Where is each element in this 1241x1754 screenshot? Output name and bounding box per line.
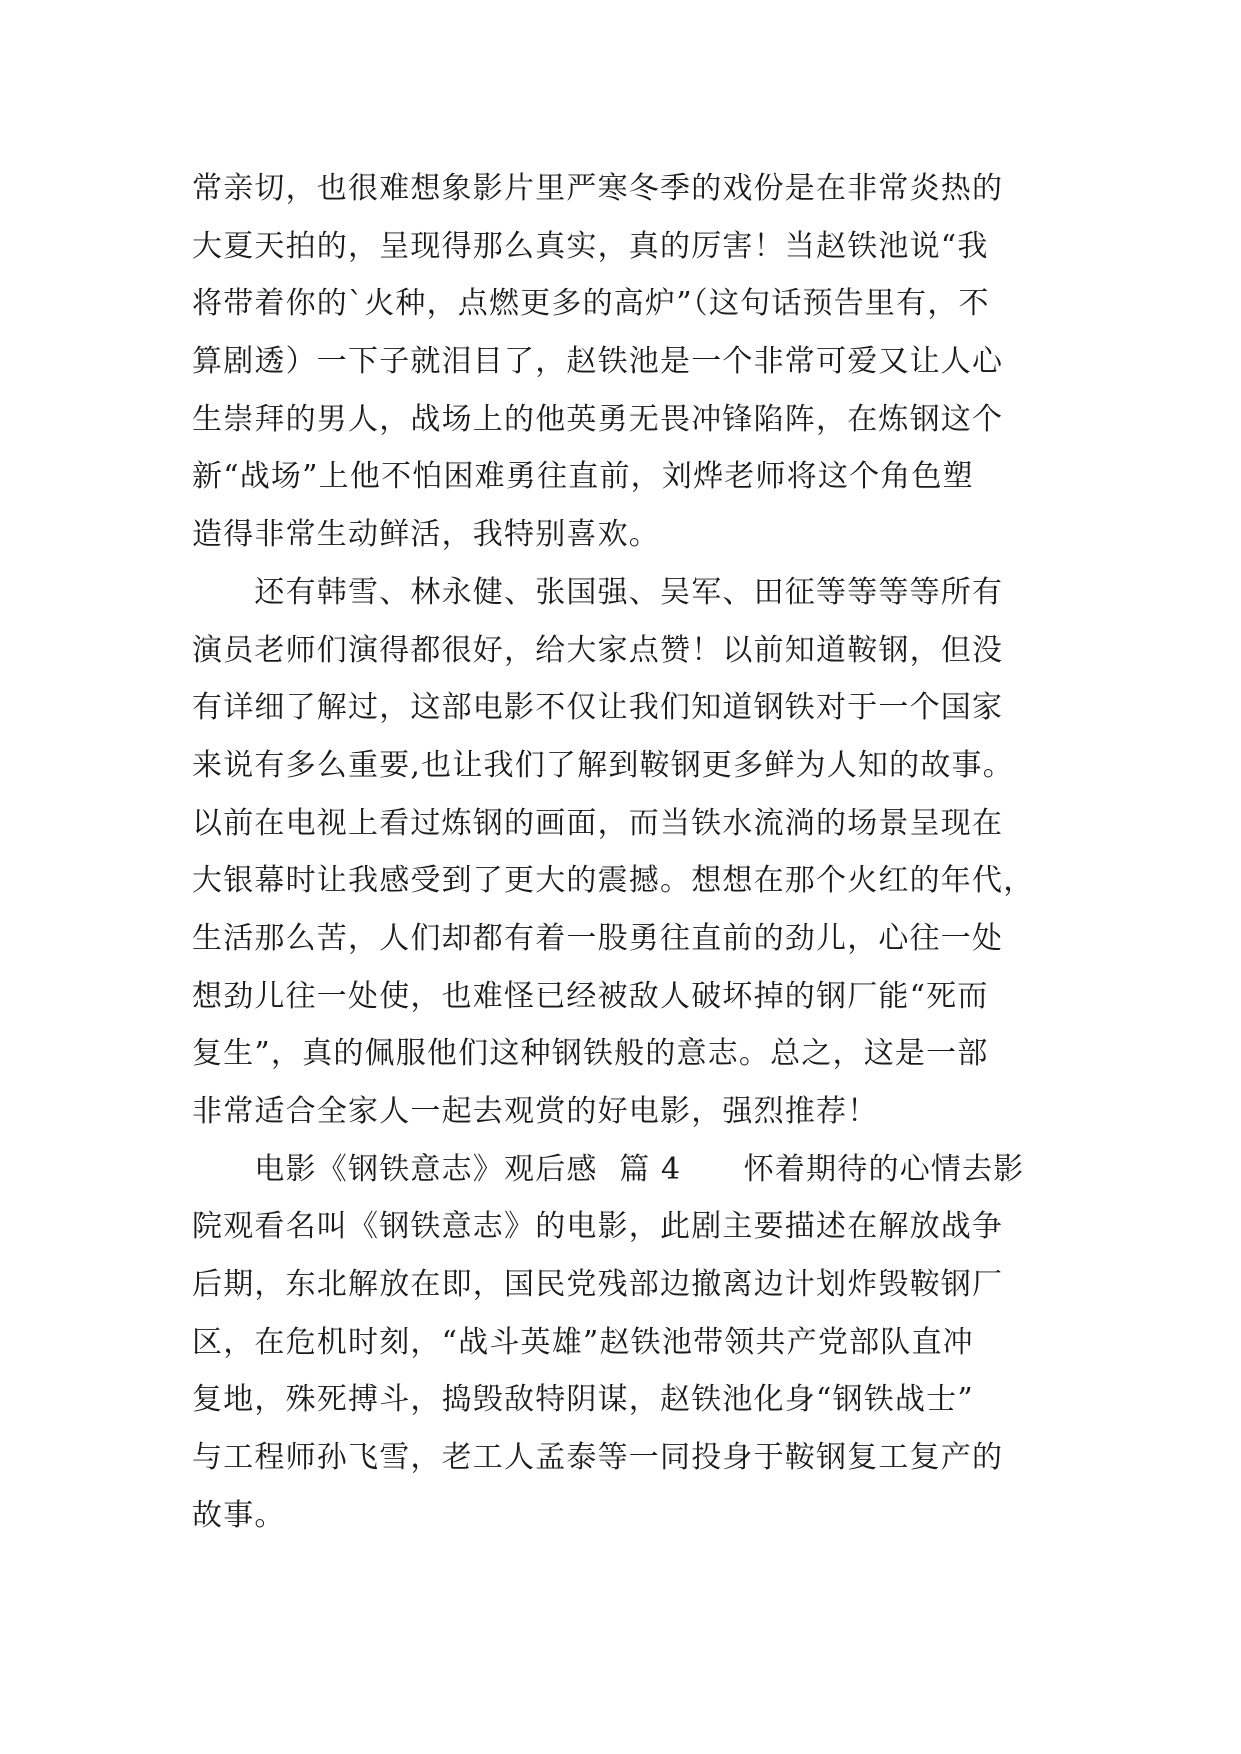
text-line: 后期，东北解放在即，国民党残部边撤离边计划炸毁鞍钢厂: [192, 1267, 1004, 1303]
section-heading-line: 电影《钢铁意志》观后感 篇 4 怀着期待的心情去影: [192, 1151, 1025, 1187]
text-line: 常亲切，也很难想象影片里严寒冬季的戏份是在非常炎热的: [192, 171, 1004, 206]
text-line: 非常适合全家人一起去观赏的好电影，强烈推荐！: [192, 1094, 879, 1129]
text-line: 故事。: [192, 1497, 286, 1533]
text-line: 区，在危机时刻，“战斗英雄”赵铁池带领共产党部队直冲: [192, 1324, 974, 1360]
text-line: 大夏天拍的，呈现得那么真实，真的厉害！当赵铁池说“我: [192, 228, 989, 264]
text-line: 来说有多么重要,也让我们了解到鞍钢更多鲜为人知的故事。: [192, 747, 1014, 783]
text-line: 将带着你的`火种，点燃更多的高炉”（这句话预告里有，不: [192, 286, 990, 322]
text-line: 算剧透）一下子就泪目了，赵铁池是一个非常可爱又让人心: [192, 344, 1004, 380]
text-line: 复生”，真的佩服他们这种钢铁般的意志。总之，这是一部: [192, 1036, 989, 1072]
text-line: 新“战场”上他不怕困难勇往直前，刘烨老师将这个角色塑: [192, 459, 974, 495]
text-line: 大银幕时让我感受到了更大的震撼。想想在那个火红的年代，: [192, 863, 1035, 899]
text-line: 院观看名叫《钢铁意志》的电影，此剧主要描述在解放战争: [192, 1209, 1004, 1245]
text-line: 与工程师孙飞雪，老工人孟泰等一同投身于鞍钢复工复产的: [192, 1440, 1004, 1476]
text-line: 演员老师们演得都很好，给大家点赞！以前知道鞍钢，但没: [192, 632, 1004, 668]
text-line: 还有韩雪、林永健、张国强、吴军、田征等等等等所有: [192, 574, 1004, 610]
text-line: 造得非常生动鲜活，我特别喜欢。: [192, 517, 660, 553]
text-line: 生活那么苦，人们却都有着一股勇往直前的劲儿，心往一处: [192, 920, 1004, 956]
text-line: 生崇拜的男人，战场上的他英勇无畏冲锋陷阵，在炼钢这个: [192, 401, 1004, 437]
text-line: 以前在电视上看过炼钢的画面，而当铁水流淌的场景呈现在: [192, 805, 1004, 841]
text-line: 想劲儿往一处使，也难怪已经被敌人破坏掉的钢厂能“死而: [192, 978, 989, 1014]
body-text: [192, 160, 1062, 1545]
text-line: 有详细了解过，这部电影不仅让我们知道钢铁对于一个国家: [192, 690, 1004, 726]
text-line: 复地，殊死搏斗，捣毁敌特阴谋，赵铁池化身“钢铁战士”: [192, 1382, 974, 1418]
